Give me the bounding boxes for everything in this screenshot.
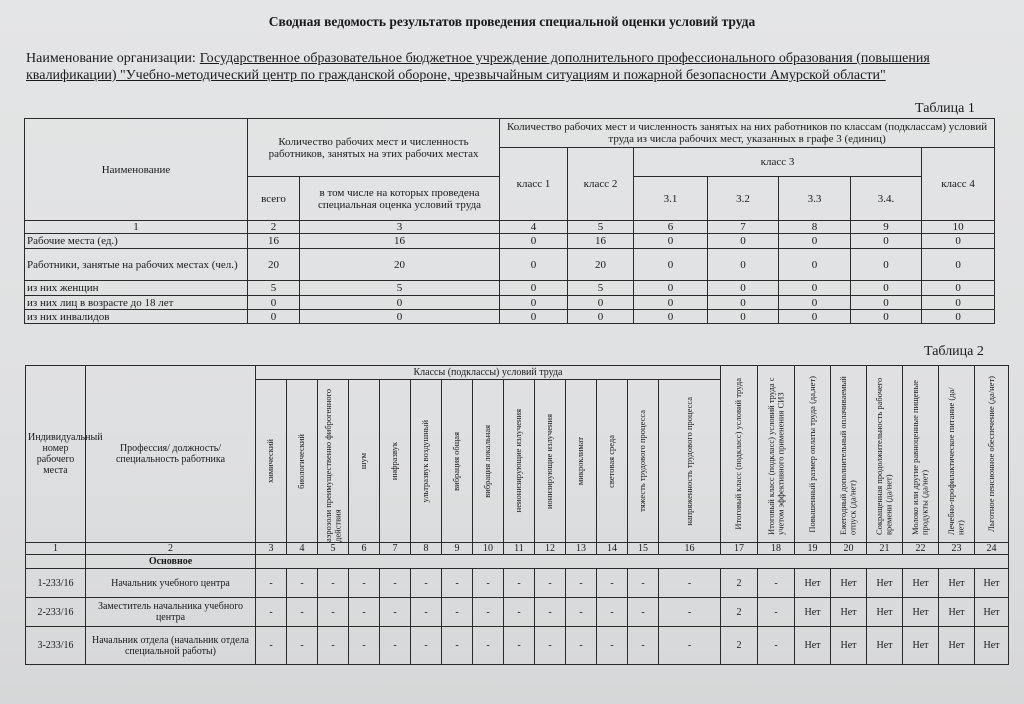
row-value: 0: [500, 310, 568, 324]
column-number: 12: [535, 543, 566, 555]
row-name: из них лиц в возрасте до 18 лет: [25, 296, 248, 310]
row-value: 0: [779, 296, 851, 310]
workplace-id: 3-233/16: [26, 627, 86, 665]
header-extra-label: Ежегодный дополнительный оплачиваемый отпуск (да/нет): [838, 376, 858, 535]
header-factor-column: [411, 380, 442, 543]
factor-class: -: [597, 569, 628, 598]
header-class32: 3.2: [708, 177, 779, 221]
document-title: Сводная ведомость результатов проведения специальной оценки условий труда: [268, 14, 756, 29]
extra-value: Нет: [831, 569, 867, 598]
factor-class: -: [597, 627, 628, 665]
header-factor-label: микроклимат: [575, 436, 586, 486]
row-value: 0: [922, 281, 995, 296]
header-class1: класс 1: [500, 148, 568, 221]
table-row: [25, 249, 995, 281]
factor-class: -: [442, 598, 473, 627]
factor-class: -: [473, 598, 504, 627]
extra-value: -: [758, 569, 795, 598]
header-factor-column: [256, 380, 287, 543]
header-extra-column: [903, 366, 939, 543]
header-factor-column: [349, 380, 380, 543]
row-value: 0: [922, 296, 995, 310]
column-number: 15: [628, 543, 659, 555]
extra-value: Нет: [939, 569, 975, 598]
column-number: 18: [758, 543, 795, 555]
table-row: [25, 234, 995, 249]
header-factor-column: [566, 380, 597, 543]
row-value: 16: [568, 234, 634, 249]
column-number: 1: [25, 221, 248, 234]
column-number: 24: [975, 543, 1009, 555]
row-value: 0: [500, 234, 568, 249]
factor-class: -: [566, 569, 597, 598]
header-factor-label: вибрация общая: [451, 431, 462, 491]
header-factor-label: ионизирующие излучения: [544, 413, 555, 509]
header-extra-column: [831, 366, 867, 543]
workplace-id: 1-233/16: [26, 569, 86, 598]
extra-value: Нет: [939, 598, 975, 627]
workplace-id: 2-233/16: [26, 598, 86, 627]
row-value: 0: [779, 234, 851, 249]
extra-value: -: [758, 598, 795, 627]
column-number: 22: [903, 543, 939, 555]
extra-value: Нет: [903, 627, 939, 665]
column-number: 5: [318, 543, 349, 555]
extra-value: Нет: [975, 598, 1009, 627]
row-value: 0: [500, 281, 568, 296]
header-factor-column: [318, 380, 349, 543]
factor-class: -: [256, 569, 287, 598]
factor-class: -: [566, 627, 597, 665]
header-name: Наименование: [25, 119, 248, 221]
row-value: 0: [708, 281, 779, 296]
column-number: 10: [473, 543, 504, 555]
factor-class: -: [442, 627, 473, 665]
factor-class: -: [349, 627, 380, 665]
row-name: из них инвалидов: [25, 310, 248, 324]
factor-class: -: [659, 627, 721, 665]
extra-value: Нет: [939, 627, 975, 665]
header-factor-label: вибрация локальная: [482, 424, 493, 498]
column-number: 13: [566, 543, 597, 555]
header-extra-label: Молоко или другие равноценные пищевые продукты (да/нет): [910, 380, 930, 535]
header-factor-label: неионизирующие излучения: [513, 409, 524, 513]
extra-value: Нет: [975, 627, 1009, 665]
factor-class: -: [504, 627, 535, 665]
header-factor-label: световая среда: [606, 434, 617, 488]
extra-value: -: [758, 627, 795, 665]
table-row: [25, 296, 995, 310]
column-number: 23: [939, 543, 975, 555]
row-value: 5: [568, 281, 634, 296]
factor-class: -: [628, 627, 659, 665]
header-factor-column: [442, 380, 473, 543]
factor-class: -: [442, 569, 473, 598]
row-value: 0: [922, 310, 995, 324]
factor-class: -: [411, 627, 442, 665]
row-value: 20: [248, 249, 300, 281]
header-extra-label: Льготное пенсионное обеспечение (да/нет): [985, 376, 996, 532]
row-value: 0: [248, 296, 300, 310]
header-extra-label: Итоговый класс (подкласс) условий труда с учетом эффективного применения СИЗ: [765, 377, 785, 535]
table-row: [26, 627, 1009, 665]
extra-value: Нет: [795, 598, 831, 627]
row-value: 0: [634, 281, 708, 296]
column-number: 19: [795, 543, 831, 555]
row-value: 5: [248, 281, 300, 296]
row-value: 0: [851, 234, 922, 249]
row-value: 16: [248, 234, 300, 249]
header-factor-label: шум: [358, 452, 369, 470]
column-number: 20: [831, 543, 867, 555]
column-number: 10: [922, 221, 995, 234]
header-factor-column: [287, 380, 318, 543]
row-value: 0: [708, 310, 779, 324]
header-class3: класс 3: [634, 148, 922, 177]
factor-class: -: [287, 598, 318, 627]
row-value: 20: [300, 249, 500, 281]
row-value: 0: [779, 281, 851, 296]
table1-caption: Таблица 1: [915, 101, 975, 116]
column-number: 3: [256, 543, 287, 555]
header-factor-column: [628, 380, 659, 543]
header-factor-column: [535, 380, 566, 543]
row-value: 0: [922, 249, 995, 281]
header-profession: Профессия/ должность/ специальность работника: [86, 366, 256, 543]
header-assessed: в том числе на которых проведена специальная оценка условий труда: [300, 177, 500, 221]
header-extra-column: [939, 366, 975, 543]
factor-class: -: [349, 569, 380, 598]
extra-value: Нет: [795, 569, 831, 598]
organization-line: [26, 50, 984, 84]
column-number: 16: [659, 543, 721, 555]
column-number: 7: [708, 221, 779, 234]
header-factor-label: аэрозоли преимущественно фиброгенного действия: [322, 388, 342, 542]
row-name: Рабочие места (ед.): [25, 234, 248, 249]
row-value: 0: [300, 310, 500, 324]
row-value: 0: [634, 310, 708, 324]
factor-class: -: [628, 569, 659, 598]
header-factor-label: тяжесть трудового процесса: [637, 410, 648, 512]
header-extra-label: Лечебно-профилактическое питание (да/нет): [946, 387, 966, 535]
extra-value: Нет: [867, 627, 903, 665]
row-value: 0: [568, 310, 634, 324]
row-value: 0: [300, 296, 500, 310]
extra-value: Нет: [903, 569, 939, 598]
column-number: 2: [248, 221, 300, 234]
header-class34: 3.4.: [851, 177, 922, 221]
profession: Начальник отдела (начальник отдела специальной работы): [86, 627, 256, 665]
column-number: 4: [287, 543, 318, 555]
column-number: 11: [504, 543, 535, 555]
extra-value: Нет: [975, 569, 1009, 598]
row-value: 0: [851, 249, 922, 281]
factor-class: -: [628, 598, 659, 627]
header-classes: Количество рабочих мест и численность занятых на них работников по классам (подклассам) условий труда из числа рабочих мест, указанных в графе 3 (единиц): [500, 119, 995, 148]
header-extra-label: Повышенный размер оплаты труда (да,нет): [806, 375, 817, 533]
row-value: 0: [779, 249, 851, 281]
row-value: 5: [300, 281, 500, 296]
factor-class: -: [659, 598, 721, 627]
header-factor-label: химический: [265, 439, 276, 483]
header-extra-label: Сокращенная продолжительность рабочего времени (да/нет): [874, 377, 894, 535]
header-extra-column: [975, 366, 1009, 543]
factor-class: -: [256, 627, 287, 665]
header-workplace-id: Индивидуальный номер рабочего места: [26, 366, 86, 543]
factor-class: -: [566, 598, 597, 627]
column-number: 4: [500, 221, 568, 234]
factor-class: -: [380, 569, 411, 598]
header-work-classes: Классы (подклассы) условий труда: [256, 366, 721, 380]
column-number: 7: [380, 543, 411, 555]
header-extra-column: [758, 366, 795, 543]
extra-value: Нет: [831, 627, 867, 665]
column-number: 17: [721, 543, 758, 555]
factor-class: -: [504, 569, 535, 598]
column-number: 8: [411, 543, 442, 555]
factor-class: -: [597, 598, 628, 627]
extra-value: Нет: [867, 598, 903, 627]
profession: Заместитель начальника учебного центра: [86, 598, 256, 627]
column-number: 9: [442, 543, 473, 555]
factor-class: -: [473, 627, 504, 665]
column-number: 3: [300, 221, 500, 234]
row-value: 0: [779, 310, 851, 324]
header-class2: класс 2: [568, 148, 634, 221]
header-factor-column: [597, 380, 628, 543]
header-extra-label: Итоговый класс (подкласс) условий труда: [733, 378, 744, 530]
column-number: 6: [634, 221, 708, 234]
factor-class: -: [318, 627, 349, 665]
column-number: 2: [86, 543, 256, 555]
section-main: Основное: [86, 555, 256, 569]
extra-value: Нет: [867, 569, 903, 598]
factor-class: -: [504, 598, 535, 627]
factor-class: -: [411, 598, 442, 627]
column-number: 14: [597, 543, 628, 555]
row-value: 0: [708, 249, 779, 281]
extra-value: 2: [721, 569, 758, 598]
header-class31: 3.1: [634, 177, 708, 221]
extra-value: 2: [721, 627, 758, 665]
column-number: 1: [26, 543, 86, 555]
row-value: 0: [634, 249, 708, 281]
column-number: 9: [851, 221, 922, 234]
extra-value: Нет: [831, 598, 867, 627]
table-row: [26, 598, 1009, 627]
header-factor-label: инфразвук: [389, 441, 400, 481]
factor-class: -: [287, 627, 318, 665]
factor-class: -: [535, 627, 566, 665]
header-factor-label: ультразвук воздушный: [420, 419, 431, 503]
row-value: 0: [851, 310, 922, 324]
row-value: 0: [500, 296, 568, 310]
column-number: 21: [867, 543, 903, 555]
row-value: 0: [500, 249, 568, 281]
header-factor-column: [473, 380, 504, 543]
column-number: 6: [349, 543, 380, 555]
profession: Начальник учебного центра: [86, 569, 256, 598]
table2-caption: Таблица 2: [924, 344, 984, 359]
factor-class: -: [318, 598, 349, 627]
header-factor-label: напряженность трудового процесса: [683, 396, 694, 526]
row-value: 0: [708, 296, 779, 310]
factor-class: -: [473, 569, 504, 598]
header-extra-column: [867, 366, 903, 543]
row-value: 0: [248, 310, 300, 324]
factor-class: -: [411, 569, 442, 598]
factor-class: -: [380, 627, 411, 665]
factor-class: -: [287, 569, 318, 598]
organization-name: Государственное образовательное бюджетное учреждение дополнительного профессионального образования (повышения квалификации) "Учебно-методический центр по гражданской обороне, чрезвычайным ситуациям и пожарной безопасности Амурской области": [26, 51, 930, 83]
table-row: [26, 569, 1009, 598]
row-value: 0: [922, 234, 995, 249]
row-value: 0: [851, 296, 922, 310]
organization-label: Наименование организации:: [26, 51, 196, 66]
header-workplaces: Количество рабочих мест и численность работников, занятых на этих рабочих местах: [248, 119, 500, 177]
row-name: из них женщин: [25, 281, 248, 296]
factor-class: -: [659, 569, 721, 598]
extra-value: Нет: [795, 627, 831, 665]
row-value: 0: [634, 296, 708, 310]
factor-class: -: [535, 598, 566, 627]
row-value: 16: [300, 234, 500, 249]
header-extra-column: [795, 366, 831, 543]
factor-class: -: [535, 569, 566, 598]
header-factor-column: [504, 380, 535, 543]
extra-value: 2: [721, 598, 758, 627]
header-factor-label: биологический: [296, 433, 307, 489]
header-factor-column: [380, 380, 411, 543]
summary-table: [24, 118, 995, 324]
header-class33: 3.3: [779, 177, 851, 221]
workplace-table: [25, 365, 1009, 665]
table-row: [25, 281, 995, 296]
header-class4: класс 4: [922, 148, 995, 221]
column-number: 8: [779, 221, 851, 234]
factor-class: -: [349, 598, 380, 627]
extra-value: Нет: [903, 598, 939, 627]
row-name: Работники, занятые на рабочих местах (чел.): [25, 249, 248, 281]
row-value: 0: [708, 234, 779, 249]
table-row: [25, 310, 995, 324]
row-value: 0: [634, 234, 708, 249]
row-value: 0: [851, 281, 922, 296]
row-value: 20: [568, 249, 634, 281]
row-value: 0: [568, 296, 634, 310]
header-extra-column: [721, 366, 758, 543]
column-number: 5: [568, 221, 634, 234]
factor-class: -: [318, 569, 349, 598]
factor-class: -: [256, 598, 287, 627]
header-factor-column: [659, 380, 721, 543]
factor-class: -: [380, 598, 411, 627]
header-total: всего: [248, 177, 300, 221]
